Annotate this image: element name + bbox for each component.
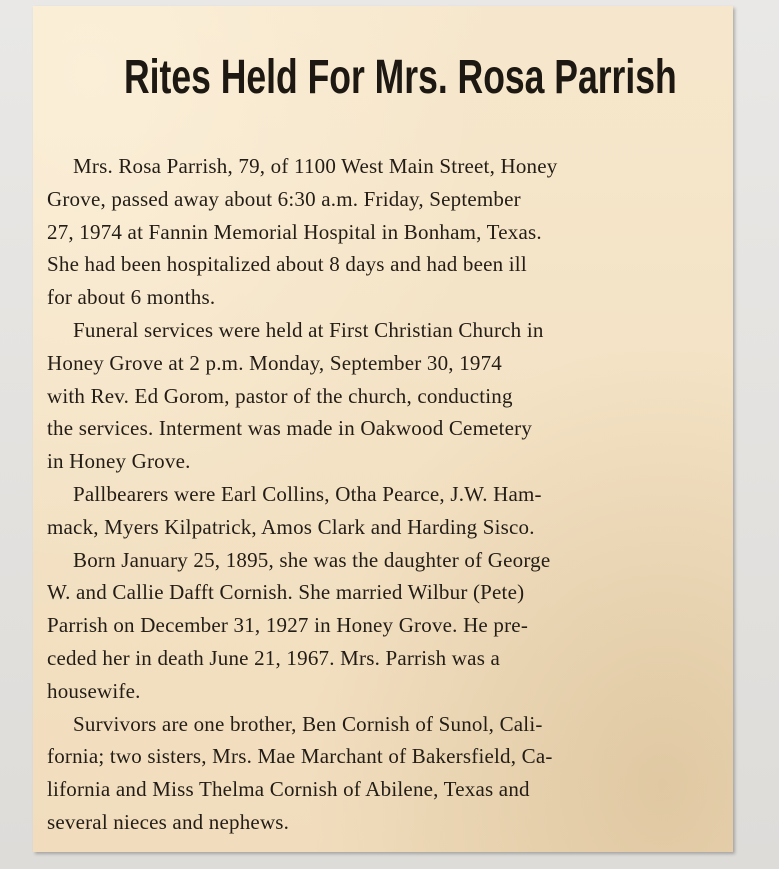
text-line: fornia; two sisters, Mrs. Mae Marchant of Bakersfield, Ca- — [47, 744, 553, 769]
paragraph-funeral-services — [47, 314, 729, 478]
paragraph-death-notice — [47, 150, 729, 314]
text-line: Grove, passed away about 6:30 a.m. Friday, September — [47, 186, 521, 211]
text-line: Honey Grove at 2 p.m. Monday, September 30, 1974 — [47, 350, 502, 375]
text-line: mack, Myers Kilpatrick, Amos Clark and Harding Sisco. — [47, 514, 535, 539]
paragraph-pallbearers — [47, 478, 729, 544]
text-line: Survivors are one brother, Ben Cornish of Sunol, Cali- — [73, 711, 543, 736]
text-line: for about 6 months. — [47, 285, 216, 310]
text-line: Mrs. Rosa Parrish, 79, of 1100 West Main Street, Honey — [73, 154, 558, 178]
paragraph-biography — [47, 544, 729, 708]
text-line: the services. Interment was made in Oakwood Cemetery — [47, 416, 533, 441]
text-line: housewife. — [47, 678, 141, 703]
text-line: Funeral services were held at First Christian Church in — [73, 317, 544, 342]
text-line: ceded her in death June 21, 1967. Mrs. Parrish was a — [47, 645, 501, 670]
text-line: Pallbearers were Earl Collins, Otha Pearce, J.W. Ham- — [73, 481, 542, 506]
headline: Rites Held For Mrs. Rosa Parrish — [124, 51, 677, 104]
text-line: Parrish on December 31, 1927 in Honey Grove. He pre- — [47, 613, 529, 638]
text-line: several nieces and nephews. — [47, 809, 290, 834]
article-body — [47, 150, 729, 839]
paragraph-survivors — [47, 708, 729, 839]
text-line: with Rev. Ed Gorom, pastor of the church, conducting — [47, 383, 513, 408]
text-line: lifornia and Miss Thelma Cornish of Abilene, Texas and — [47, 777, 530, 802]
newspaper-clipping — [33, 6, 733, 852]
text-line: 27, 1974 at Fannin Memorial Hospital in Bonham, Texas. — [47, 219, 542, 244]
text-line: She had been hospitalized about 8 days and had been ill — [47, 252, 527, 277]
text-line: in Honey Grove. — [47, 449, 191, 474]
text-line: Born January 25, 1895, she was the daughter of George — [73, 547, 551, 572]
text-line: W. and Callie Dafft Cornish. She married Wilbur (Pete) — [47, 580, 525, 605]
